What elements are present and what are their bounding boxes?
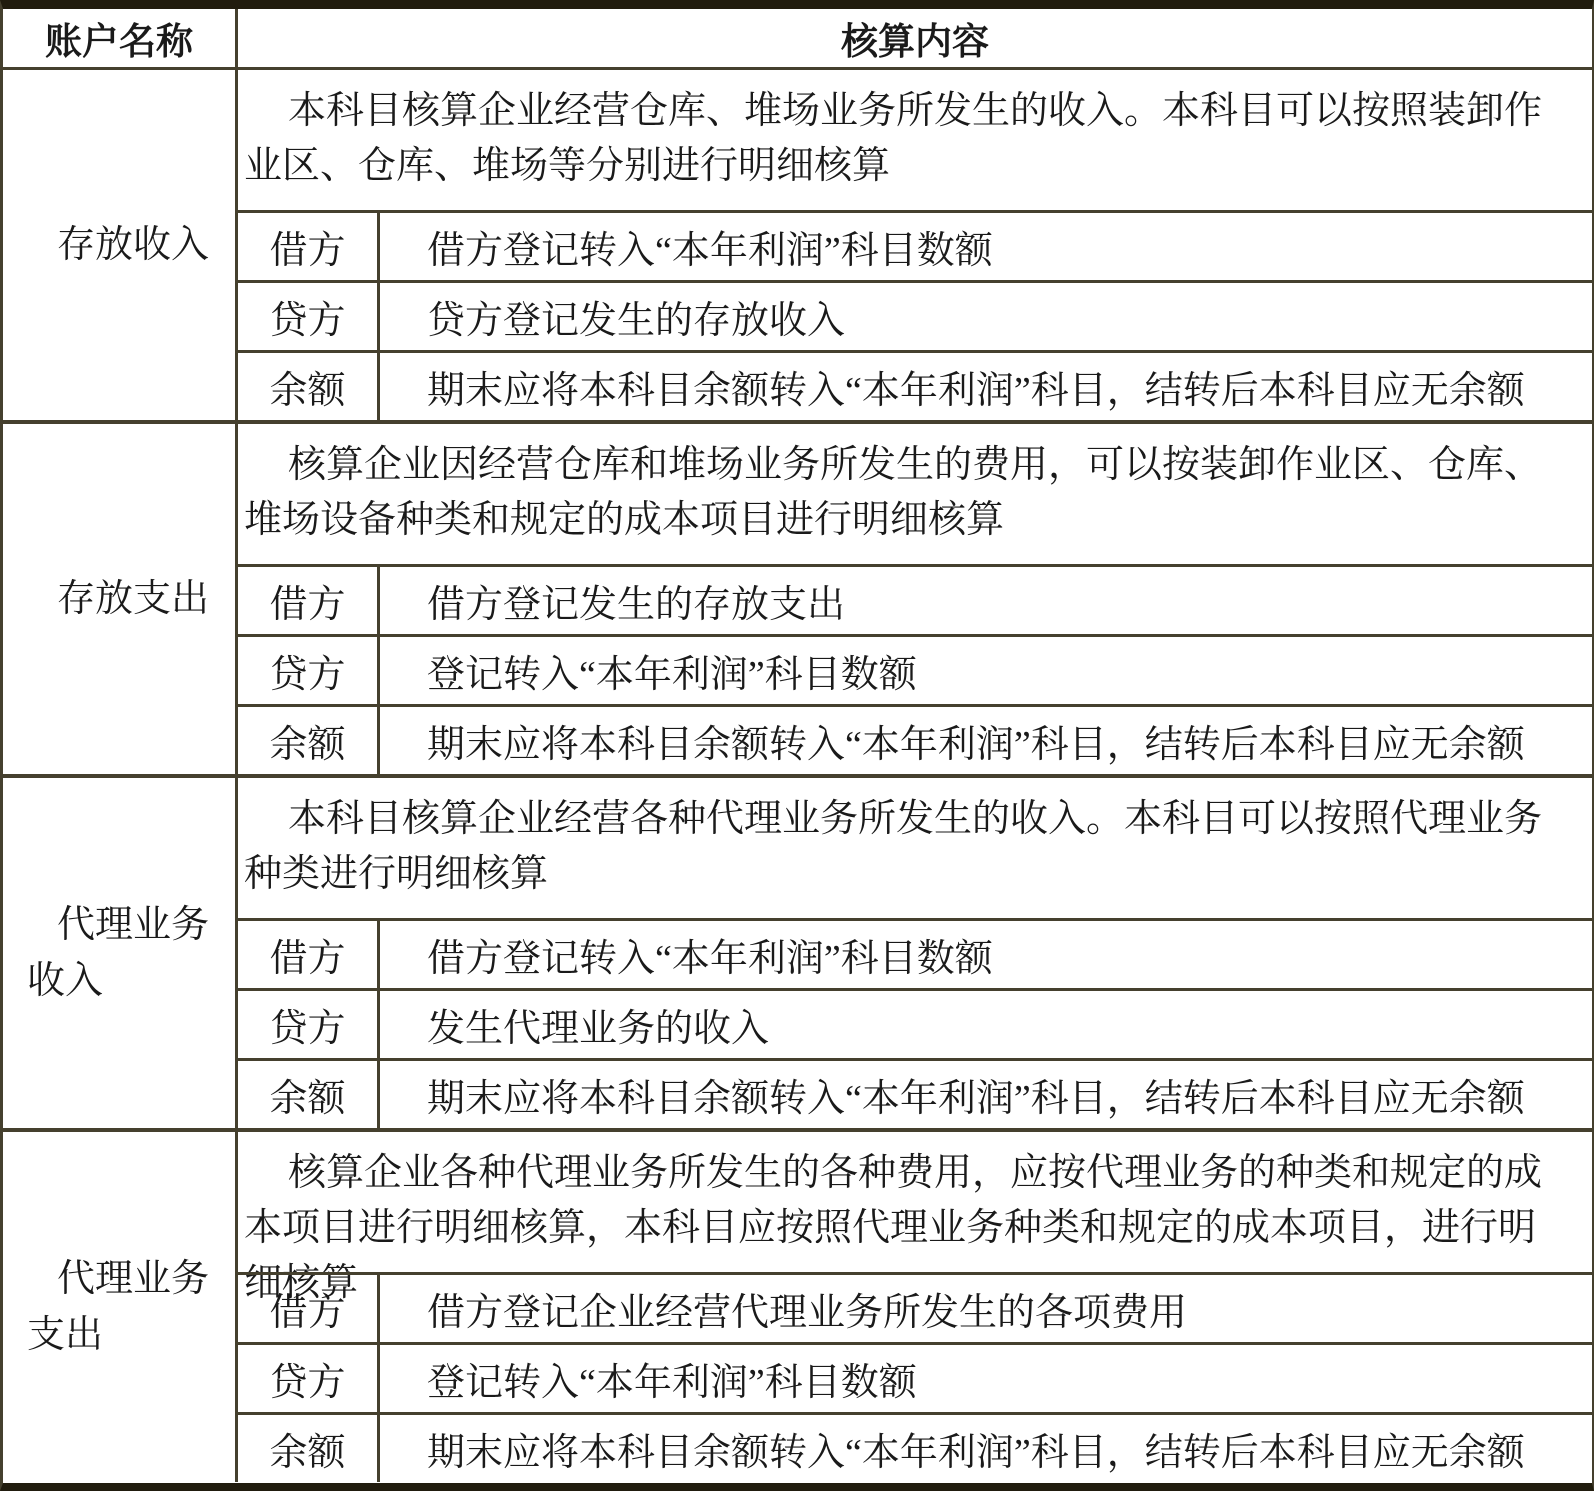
entry-description: 发生代理业务的收入: [427, 1008, 770, 1050]
entry-row: [238, 988, 1592, 1058]
entry-description: 借方登记发生的存放支出: [427, 584, 846, 626]
entry-description: 借方登记企业经营代理业务所发生的各项费用: [427, 1292, 1188, 1334]
entry-description: 期末应将本科目余额转入“本年利润”科目，结转后本科目应无余额: [427, 370, 1525, 412]
entry-row: [238, 918, 1592, 988]
account-name: 代理业务收入: [27, 904, 210, 1002]
entry-side-label: 借方: [238, 213, 380, 280]
account-description: 本科目核算企业经营各种代理业务所发生的收入。本科目可以按照代理业务种类进行明细核算: [244, 798, 1543, 895]
entry-row: [238, 1058, 1592, 1128]
entry-side-label: 余额: [238, 1415, 380, 1482]
entry-description: 期末应将本科目余额转入“本年利润”科目，结转后本科目应无余额: [427, 1078, 1525, 1120]
entry-side-label: 借方: [238, 567, 380, 634]
table-header-row: [3, 9, 1592, 70]
entry-side-label: 贷方: [238, 283, 380, 350]
account-description: 核算企业各种代理业务所发生的各种费用，应按代理业务的种类和规定的成本项目进行明细核算，本科目应按照代理业务种类和规定的成本项目，进行明细核算: [244, 1152, 1543, 1304]
account-block: [3, 1128, 1592, 1482]
entry-row: [238, 280, 1592, 350]
entry-row: [238, 1412, 1592, 1482]
entry-side-label: 余额: [238, 353, 380, 420]
entry-description: 贷方登记发生的存放收入: [427, 300, 846, 342]
entry-side-label: 借方: [238, 921, 380, 988]
account-name-cell: [3, 778, 238, 1128]
account-name: 存放支出: [57, 578, 210, 620]
account-block: [3, 420, 1592, 774]
entry-row: [238, 564, 1592, 634]
account-description: 本科目核算企业经营仓库、堆场业务所发生的收入。本科目可以按照装卸作业区、仓库、堆场等分别进行明细核算: [244, 90, 1543, 187]
account-block: [3, 774, 1592, 1128]
entry-description: 期末应将本科目余额转入“本年利润”科目，结转后本科目应无余额: [427, 1432, 1525, 1474]
entry-row: [238, 1272, 1592, 1342]
table-header-account-name: 账户名称: [3, 9, 238, 67]
entry-side-label: 借方: [238, 1275, 380, 1342]
entry-row: [238, 1342, 1592, 1412]
entry-row: [238, 350, 1592, 420]
account-name: 存放收入: [57, 224, 210, 266]
account-description: 核算企业因经营仓库和堆场业务所发生的费用，可以按装卸作业区、仓库、堆场设备种类和规定的成本项目进行明细核算: [244, 444, 1543, 541]
entry-side-label: 余额: [238, 707, 380, 774]
account-name: 代理业务支出: [27, 1258, 210, 1356]
entry-side-label: 贷方: [238, 991, 380, 1058]
account-block: [3, 70, 1592, 420]
account-name-cell: [3, 70, 238, 420]
entry-row: [238, 634, 1592, 704]
account-name-cell: [3, 1132, 238, 1482]
entry-row: [238, 704, 1592, 774]
entry-description: 借方登记转入“本年利润”科目数额: [427, 938, 993, 980]
entry-description: 登记转入“本年利润”科目数额: [427, 1362, 917, 1404]
entry-row: [238, 210, 1592, 280]
account-name-cell: [3, 424, 238, 774]
entry-side-label: 贷方: [238, 1345, 380, 1412]
entry-description: 期末应将本科目余额转入“本年利润”科目，结转后本科目应无余额: [427, 724, 1525, 766]
entry-side-label: 余额: [238, 1061, 380, 1128]
entry-side-label: 贷方: [238, 637, 380, 704]
entry-description: 借方登记转入“本年利润”科目数额: [427, 230, 993, 272]
entry-description: 登记转入“本年利润”科目数额: [427, 654, 917, 696]
table-header-accounting-content: 核算内容: [841, 21, 989, 62]
